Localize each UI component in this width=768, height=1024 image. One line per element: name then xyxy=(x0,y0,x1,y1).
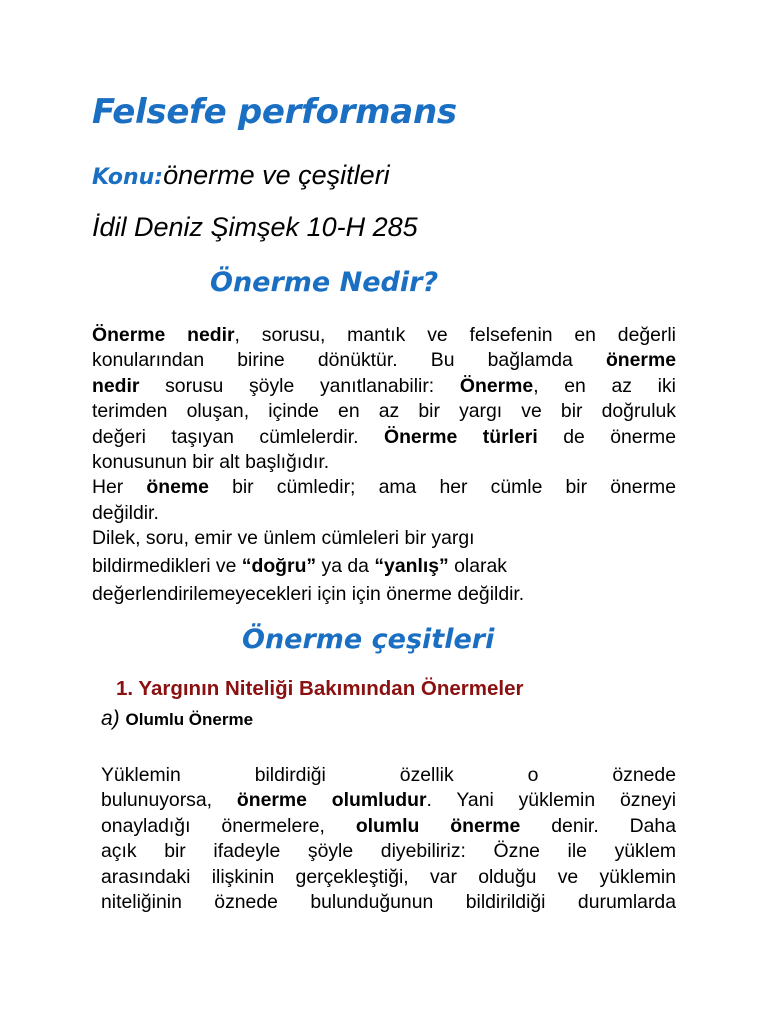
author-line: İdil Deniz Şimşek 10-H 285 xyxy=(92,212,418,242)
paragraph-definition xyxy=(92,323,676,526)
text-line: konusunun bir alt başlığıdır. xyxy=(92,451,330,474)
text-line: açık bir ifadeyle şöyle diyebiliriz: Özne ile yüklem xyxy=(101,840,676,863)
text-line: arasındaki ilişkinin gerçekleştiği, var olduğu ve yüklemin xyxy=(101,865,676,888)
subsection-heading: 1. Yargının Niteliği Bakımından Önermeler xyxy=(116,677,524,700)
topic-line xyxy=(92,160,390,191)
topic-label: Konu: xyxy=(92,165,164,190)
text-line: değeri taşıyan cümlelerdir. Önerme türleri de önerme xyxy=(92,425,676,448)
text-line: değerlendirilemeyecekleri için için önerme değildir. xyxy=(92,583,525,605)
item-marker: a) xyxy=(101,707,120,730)
text-line: Önerme nedir, sorusu, mantık ve felsefenin en değerli xyxy=(92,324,676,346)
text-line: terimden oluşan, içinde en az bir yargı ve bir doğruluk xyxy=(92,400,676,423)
paragraph-non-propositions xyxy=(92,524,676,608)
text-line: Yüklemin bildirdiği özellik o öznede xyxy=(101,764,676,786)
item-heading xyxy=(101,707,253,731)
text-line: bildirmedikleri ve “doğru” ya da “yanlış” olarak xyxy=(92,555,507,577)
document-title: Felsefe performans xyxy=(92,92,457,132)
paragraph-olumlu-onerme xyxy=(101,763,676,915)
topic-value: önerme ve çeşitleri xyxy=(163,160,390,190)
text-line: nedir sorusu şöyle yanıtlanabilir: Önerme, en az iki xyxy=(92,374,676,397)
text-line: konularından birine dönüktür. Bu bağlamda önerme xyxy=(92,349,676,372)
text-line: onayladığı önermelere, olumlu önerme denir. Daha xyxy=(101,814,676,837)
text-line: niteliğinin öznede bulunduğunun bildirildiği durumlarda xyxy=(101,891,676,914)
text-line: değildir. xyxy=(92,501,159,524)
item-title: Olumlu Önerme xyxy=(125,710,254,729)
text-line: Her öneme bir cümledir; ama her cümle bir önerme xyxy=(92,476,676,499)
text-line: bulunuyorsa, önerme olumludur. Yani yüklemin özneyi xyxy=(101,789,677,812)
text-line: Dilek, soru, emir ve ünlem cümleleri bir yargı xyxy=(92,527,475,549)
section-heading-onerme-nedir: Önerme Nedir? xyxy=(210,267,439,298)
section-heading-onerme-cesitleri: Önerme çeşitleri xyxy=(242,624,495,655)
